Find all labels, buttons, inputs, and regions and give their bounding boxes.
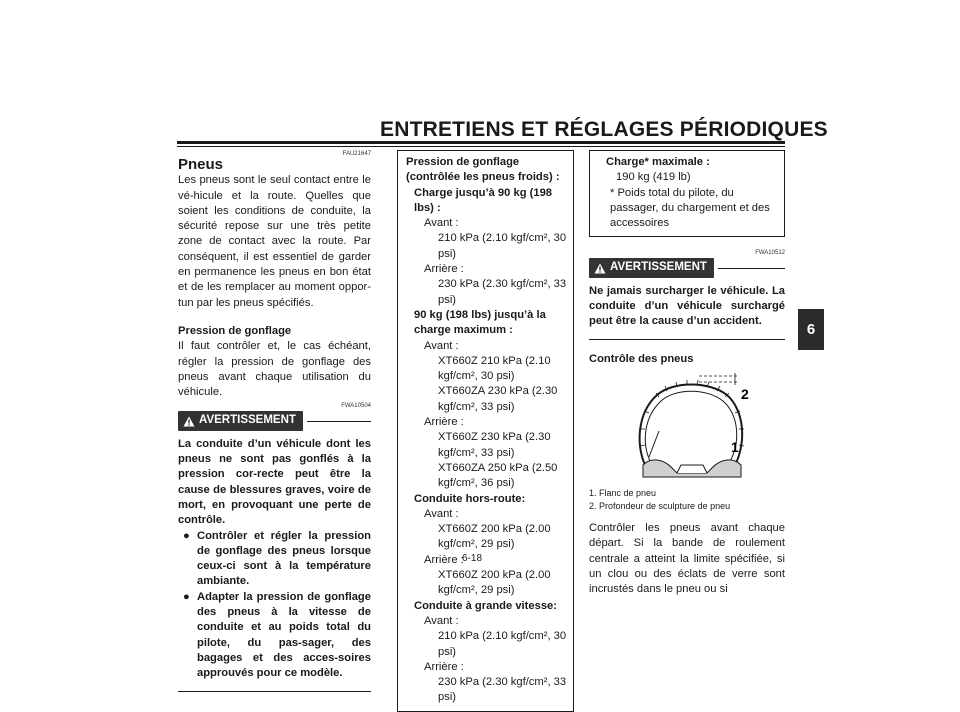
warning-triangle-icon [183,416,195,427]
spec-label: Avant : [424,507,459,520]
warning-header [589,258,785,277]
section-heading: Pneus [178,156,224,173]
warning-badge [178,411,303,430]
footnote: * Poids total du pilote, du passager, du chargement et des accessoires [610,186,770,230]
spec-label: Arrière : [424,416,464,429]
tire-diagram [629,373,759,483]
pressure-paragraph: Il faut contrôler et, le cas échéant, régler la pression de gonflage des pneus avant chaque utilisation du véhicule. [178,340,371,399]
spec-label: Avant : [424,339,459,352]
spec-value: XT660Z 230 kPa (2.30 kgf/cm², 33 psi) [438,431,551,459]
diagram-label-1: 1 [731,438,739,455]
spec-value: 230 kPa (2.30 kgf/cm², 33 psi) [438,278,567,306]
max-load-label: Charge* maximale : [606,156,710,168]
max-load-box [589,150,785,237]
warning-rule [307,421,371,422]
warning-triangle-icon [594,263,606,274]
intro-paragraph: Les pneus sont le seul contact entre le vé-hicule et la route. Quelles que soient les conditions de conduite, la sécurité repose sur une très petite zone de contact avec la route. Par conséquent, il est essentiel de garder en permanence les pneus en bon état et de les remplacer au moment oppor-tun par les pneus spécifiés. [178,174,371,309]
column-3 [589,150,785,597]
warning-badge [589,258,714,277]
spec-title: Pression de gonflage (contrôlée les pneus froids) : [406,156,560,184]
subheading-inspection: Contrôle des pneus [589,352,694,365]
inspection-paragraph: Contrôler les pneus avant chaque départ. Si la bande de roulement centrale a atteint la limite spécifiée, si un clou ou des éclats de verre sont incrustés dans le pneu ou si [589,521,785,596]
reference-code: FAU21647 [342,151,371,157]
spec-section: Conduite à grande vitesse: [414,599,557,612]
header-rule [177,141,785,144]
warning-label: AVERTISSEMENT [199,414,296,427]
chapter-tab: 6 [798,309,824,350]
column-1 [178,150,371,692]
bullet-icon: ● [183,529,190,542]
list-item: ● Adapter la pression de gonflage des pneus à la vitesse de conduite et au poids total du pilote, du pas-sager, des bagages et des acces-soires approuvés pour ce modèle. [178,590,371,682]
spec-value: XT660Z 200 kPa (2.00 kgf/cm², 29 psi) [438,569,551,597]
pressure-spec-box [397,150,574,712]
reference-code: FWA10504 [341,403,371,410]
diagram-label-2: 2 [741,385,749,402]
spec-section: Charge jusqu’à 90 kg (198 lbs) : [414,186,553,214]
spec-value: XT660Z 210 kPa (2.10 kgf/cm², 30 psi) [438,354,551,383]
bullet-icon: ● [183,590,190,603]
subheading-pressure: Pression de gonflage [178,324,292,337]
spec-section: Conduite hors-route: [414,492,526,505]
warning-end-rule [178,691,371,692]
spec-value: XT660ZA 230 kPa (2.30 kgf/cm², 33 psi) [438,385,558,413]
spec-value: XT660Z 200 kPa (2.00 kgf/cm², 29 psi) [438,523,551,551]
spec-section: 90 kg (198 lbs) jusqu’à la charge maximum : [414,308,546,337]
caption: 1. Flanc de pneu [589,487,657,498]
warning-label: AVERTISSEMENT [610,261,707,274]
list-item: ● Contrôler et régler la pression de gonflage des pneus lorsque ceux-ci sont à la température ambiante. [178,529,371,590]
spec-label: Arrière : [424,263,464,276]
spec-label: Avant : [424,217,459,230]
warning-text: La conduite d’un véhicule dont les pneus ne sont pas gonflés à la pression cor-recte peut être la cause de blessures graves, voire de mort, en provoquant une perte de contrôle. [178,437,371,527]
caption: 2. Profondeur de sculpture de pneu [589,500,731,511]
column-2 [397,150,574,712]
spec-value: XT660ZA 250 kPa (2.50 kgf/cm², 36 psi) [438,461,558,490]
spec-value: 230 kPa (2.30 kgf/cm², 33 psi) [438,676,567,704]
max-load-value: 190 kg (419 lb) [616,171,691,184]
spec-label: Avant : [424,614,459,627]
reference-code: FWA10512 [755,250,785,257]
header-rule-thin [177,146,785,147]
warning-rule [718,268,785,269]
warning-text: Ne jamais surcharger le véhicule. La conduite d’un véhicule surchargé peut être la cause d’un accident. [589,284,785,328]
page-number: 6-18 [462,553,483,564]
page-header-title: ENTRETIENS ET RÉGLAGES PÉRIODIQUES [380,118,828,141]
spec-value: 210 kPa (2.10 kgf/cm², 30 psi) [438,232,567,260]
warning-body [178,437,371,682]
spec-value: 210 kPa (2.10 kgf/cm², 30 psi) [438,630,567,658]
warning-header [178,411,371,430]
spec-label: Arrière : [424,553,464,566]
spec-label: Arrière : [424,660,464,673]
